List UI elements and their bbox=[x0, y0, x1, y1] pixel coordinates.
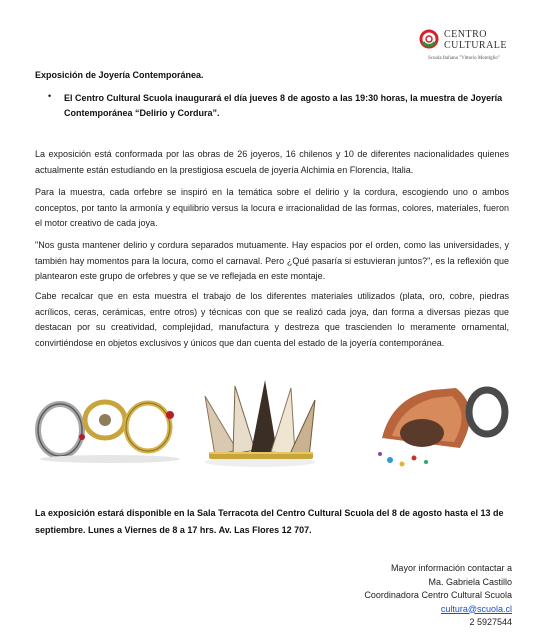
contact-intro: Mayor información contactar a bbox=[390, 563, 512, 573]
contact-block bbox=[364, 562, 512, 630]
paragraph-4: Cabe recalcar que en esta muestra el trabajo de los diferentes materiales utilizados (plata, oro, cobre, piedras acrílicos, ceras, cerámicas, entre otros) y técnicas con que se realizó cada joya, dan forma a diversas piezas que destacan por su creatividad, complejidad, manufactura y destreza que trascienden lo meramente ornamental, convirtiéndose en objetos exclusivos y únicos que dan cuenta del estado de la joyería contemporánea. bbox=[35, 291, 509, 348]
jewelry-photo-rings bbox=[30, 385, 190, 465]
paragraph-2: Para la muestra, cada orfebre se inspiró en la temática sobre el delirio y la cordura, escogiendo uno o ambos conceptos, por tanto la armonía y equilibrio versus la locura e irracionalidad de las formas, colores, materiales, fueron el motor creativo de cada joya. bbox=[35, 187, 509, 228]
exhibition-dates: La exposición estará disponible en la Sala Terracota del Centro Cultural Scuola del 8 de agosto hasta el 13 de septiembre. Lunes a Viernes de 8 a 17 hrs. Av. Las Flores 12 707. bbox=[35, 508, 504, 535]
logo-text-scuola: Scuola Italiana "Vittorio Montiglio" bbox=[428, 56, 500, 61]
logo-text-culturale: CULTURALE bbox=[444, 40, 508, 51]
centro-culturale-logo bbox=[418, 26, 528, 66]
logo-rings-icon bbox=[418, 28, 440, 50]
page-title: Exposición de Joyería Contemporánea. bbox=[35, 70, 204, 80]
jewelry-photo-copper-ring bbox=[352, 378, 512, 470]
paragraph-1: La exposición está conformada por las obras de 26 joyeros, 16 chilenos y 10 de diferentes nacionalidades quienes actualmente están estudiando en la prestigiosa escuela de joyería Alchimia en Florencia, Italia. bbox=[35, 149, 509, 175]
jewelry-photo-horn-crown bbox=[195, 378, 325, 470]
paragraph-3: "Nos gusta mantener delirio y cordura separados mutuamente. Hay espacios por el orden, como las universidades, y también hay momentos para la locura, como el carnaval. Pero ¿Qué pasaría si estuvieran juntos?", es la reflexión que plantearon este grupo de orfebres y que se ve reflejada en este montaje. bbox=[35, 240, 509, 281]
logo-text-centro: CENTRO bbox=[444, 29, 487, 40]
contact-email-link[interactable]: cultura@scuola.cl bbox=[440, 603, 512, 614]
bullet-marker: • bbox=[48, 91, 52, 101]
contact-role: Coordinadora Centro Cultural Scuola bbox=[364, 590, 512, 600]
contact-phone: 2 5927544 bbox=[469, 617, 512, 627]
contact-name: Ma. Gabriela Castillo bbox=[428, 576, 512, 587]
inauguration-bullet: El Centro Cultural Scuola inaugurará el día jueves 8 de agosto a las 19:30 horas, la muestra de Joyería Contemporánea “Delirio y Cordura”. bbox=[64, 93, 503, 118]
